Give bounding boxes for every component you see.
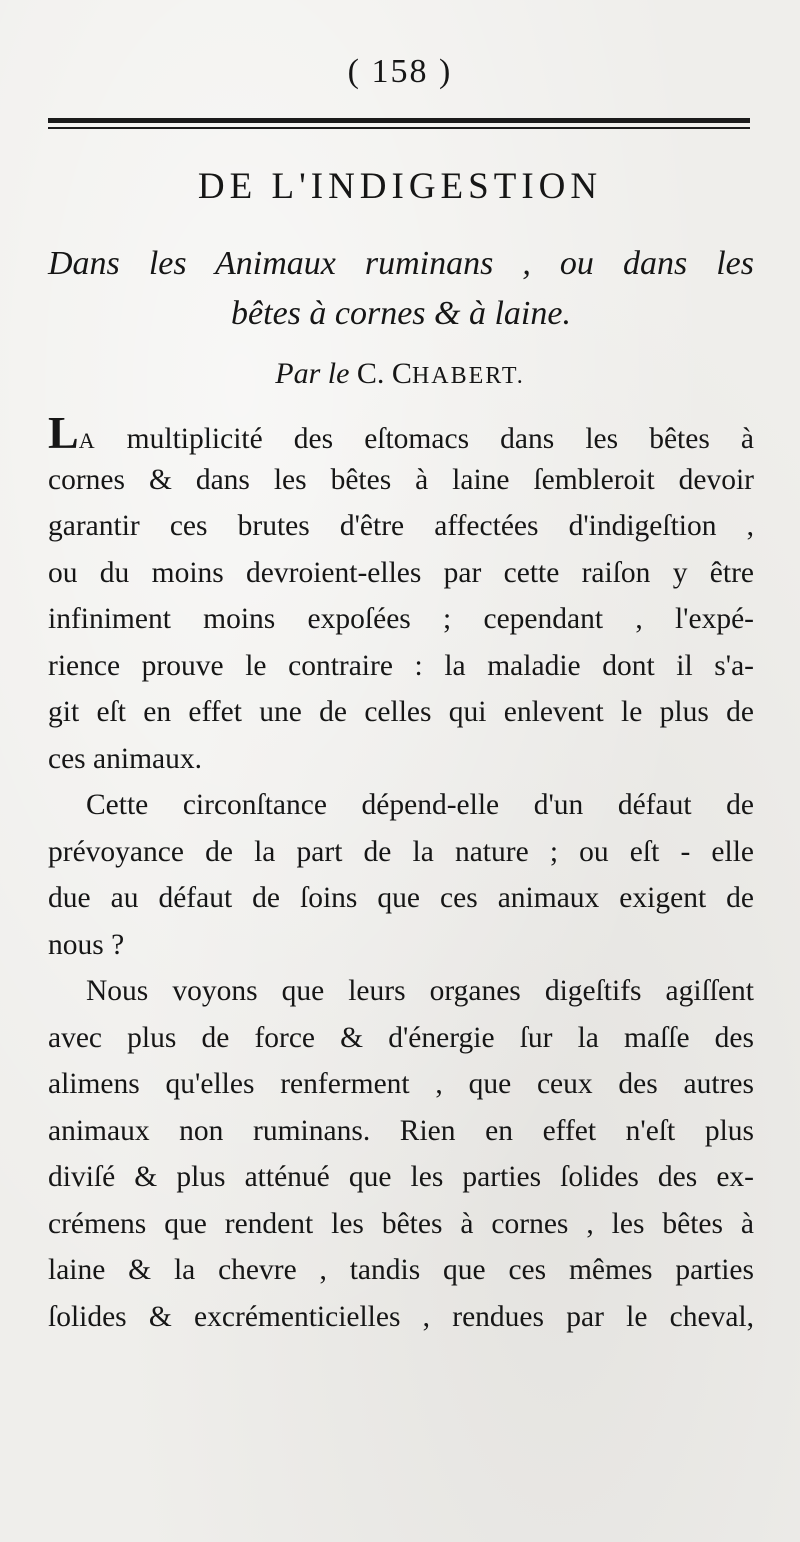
page-number: ( 158 ) [347, 53, 453, 90]
text-line: due au défaut de ſoins que ces animaux exigent de [48, 882, 754, 914]
text-line: prévoyance de la part de la nature ; ou eſt - elle [48, 835, 754, 868]
text-line: ou du moins devroient-elles par cette raiſon y être [48, 556, 754, 589]
text-line: cornes & dans les bêtes à laine ſembleroit devoir [48, 463, 754, 496]
chapter-subtitle-line-1: Dans les Animaux ruminans , ou dans les [48, 245, 754, 282]
text-line: avec plus de force & d'énergie ſur la maſſe des [48, 1021, 754, 1054]
text-line: ces animaux. [48, 742, 202, 775]
byline-author-initial: C. C [356, 357, 412, 390]
small-cap: A [78, 428, 96, 453]
header-rule-thick [48, 118, 750, 123]
text-line: rience prouve le contraire : la maladie dont il s'a- [48, 649, 754, 682]
text-line-rest: multiplicité des eſtomacs dans les bêtes à [95, 423, 754, 455]
drop-cap: L [48, 407, 79, 458]
chapter-title: DE L'INDIGESTION [197, 166, 603, 207]
text-line: animaux non ruminans. Rien en effet n'eſt plus [48, 1114, 754, 1147]
header-rule-thin [48, 127, 750, 129]
text-line [48, 407, 754, 458]
text-line: Cette circonſtance dépend-elle d'un défaut de [86, 789, 754, 821]
text-line: Nous voyons que leurs organes digeſtifs agiſſent [86, 975, 754, 1007]
text-line: ſolides & excrémenticielles , rendues par le cheval, [48, 1300, 754, 1333]
text-line: infiniment moins expoſées ; cependant , l'expé- [48, 603, 754, 635]
body-text [48, 407, 754, 1340]
text-line: crémens que rendent les bêtes à cornes , les bêtes à [48, 1207, 754, 1240]
text-line: diviſé & plus atténué que les parties ſolides des ex- [48, 1161, 754, 1193]
text-line: git eſt en effet une de celles qui enlevent le plus de [48, 696, 754, 728]
text-line: alimens qu'elles renferment , que ceux des autres [48, 1068, 754, 1100]
text-line: nous ? [48, 928, 125, 961]
byline-author-rest: HABERT. [411, 363, 525, 389]
chapter-subtitle-line-2: bêtes à cornes & à laine. [231, 295, 571, 332]
text-line: laine & la chevre , tandis que ces mêmes parties [48, 1254, 754, 1286]
text-line: garantir ces brutes d'être affectées d'indigeſtion , [48, 510, 754, 542]
byline [0, 350, 800, 400]
byline-prefix: Par le [275, 357, 350, 390]
